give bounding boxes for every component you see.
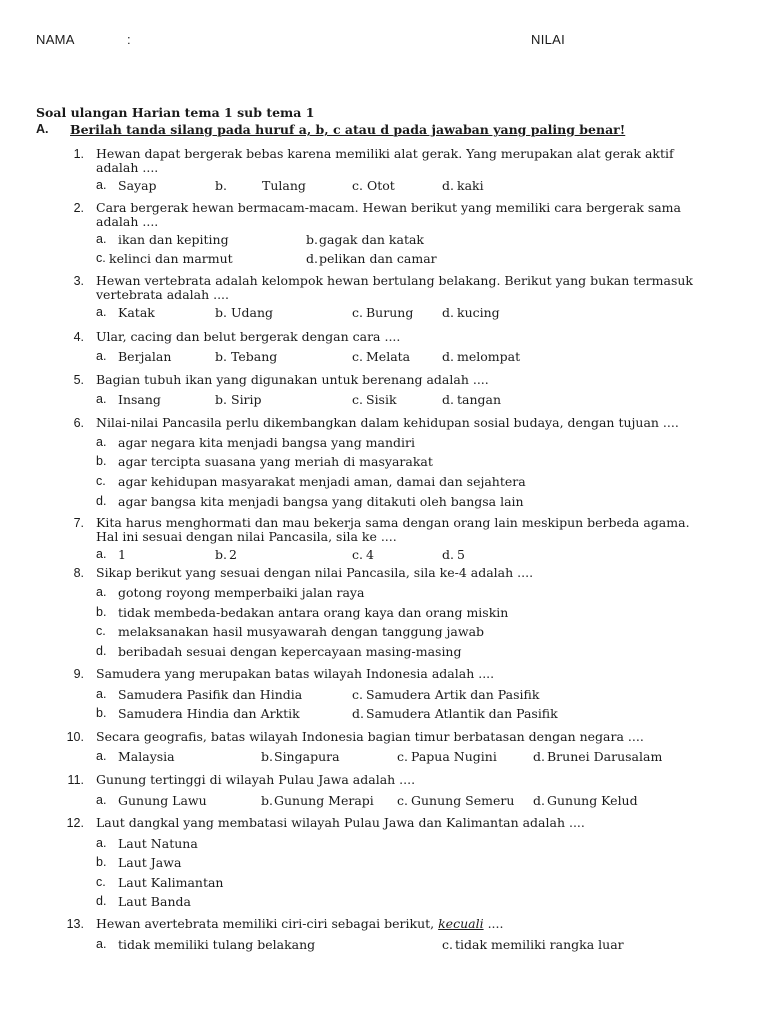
option-letter[interactable]: b. [96,706,107,720]
emphasis-kecuali: kecuali [438,916,484,931]
question-text: Nilai-nilai Pancasila perlu dikembangkan dalam kehidupan sosial budaya, dengan tujuan .... [96,415,679,430]
option-letter[interactable]: c. [397,749,408,764]
option-text[interactable]: Sirip [231,392,262,407]
question-text: Ular, cacing dan belut bergerak dengan cara .... [96,329,401,344]
option-letter[interactable]: a. [96,349,107,363]
option-letter[interactable]: d. [442,547,454,562]
option-text[interactable]: Samudera Hindia dan Arktik [118,706,300,721]
question-text: vertebrata adalah .... [96,287,230,302]
option-letter[interactable]: a. [96,749,107,763]
option-text[interactable]: tangan [457,392,502,407]
question-text: Hal ini sesuai dengan nilai Pancasila, sila ke .... [96,529,397,544]
option-text[interactable]: 5 [457,547,465,562]
option-text[interactable]: Samudera Atlantik dan Pasifik [366,706,558,721]
option-letter[interactable]: a. [96,305,107,319]
option-text[interactable]: Laut Kalimantan [118,875,224,890]
question-text: adalah .... [96,214,159,229]
option-text[interactable]: tidak memiliki rangka luar [455,937,624,952]
option-text[interactable]: Katak [118,305,155,320]
option-letter[interactable]: d. [442,392,454,407]
option-letter[interactable]: b. [215,349,227,364]
option-text[interactable]: Berjalan [118,349,172,364]
option-letter[interactable]: d. [96,494,107,508]
option-text[interactable]: kaki [457,178,484,193]
question-number: 10. [66,730,84,744]
option-text[interactable]: tidak memiliki tulang belakang [118,937,316,952]
option-text[interactable]: gagak dan katak [319,232,425,247]
question-text: Bagian tubuh ikan yang digunakan untuk berenang adalah .... [96,372,489,387]
option-letter[interactable]: b. [215,392,227,407]
question-text: adalah .... [96,160,159,175]
option-letter[interactable]: d. [442,178,454,193]
question-text: Hewan avertebrata memiliki ciri-ciri sebagai berikut, kecuali .... [96,916,504,931]
option-letter[interactable]: c. [352,305,363,320]
option-letter[interactable]: a. [96,937,107,951]
option-letter[interactable]: c. [352,547,363,562]
option-text[interactable]: Sisik [366,392,397,407]
question-number: 6. [73,416,84,430]
nama-label: NAMA [36,32,75,47]
option-text[interactable]: Laut Banda [118,894,191,909]
option-letter[interactable]: b. [96,855,107,869]
question-text: Gunung tertinggi di wilayah Pulau Jawa adalah .... [96,772,416,787]
option-text[interactable]: gotong royong memperbaiki jalan raya [118,585,365,600]
option-text[interactable]: Gunung Lawu [118,793,207,808]
option-text[interactable]: ikan dan kepiting [118,232,229,247]
question-text: Cara bergerak hewan bermacam-macam. Hewan berikut yang memiliki cara bergerak sama [96,200,681,215]
option-letter[interactable]: c. [397,793,408,808]
option-text[interactable]: kucing [457,305,500,320]
question-text: Laut dangkal yang membatasi wilayah Pulau Jawa dan Kalimantan adalah .... [96,815,585,830]
option-letter[interactable]: b. [215,178,227,193]
option-text[interactable]: Gunung Kelud [547,793,638,808]
question-number: 1. [73,147,84,161]
option-letter[interactable]: a. [96,585,107,599]
option-text[interactable]: melaksanakan hasil musyawarah dengan tanggung jawab [118,624,485,639]
option-letter[interactable]: a. [96,687,107,701]
question-text: Hewan dapat bergerak bebas karena memiliki alat gerak. Yang merupakan alat gerak aktif [96,146,674,161]
nama-colon: : [127,32,131,47]
option-letter[interactable]: c. [96,624,106,638]
section-instruction: Berilah tanda silang pada huruf a, b, c atau d pada jawaban yang paling benar! [70,122,626,137]
question-number: 4. [73,330,84,344]
option-text[interactable]: agar bangsa kita menjadi bangsa yang ditakuti oleh bangsa lain [118,494,524,509]
option-letter[interactable]: c. [352,349,363,364]
option-letter[interactable]: d. [96,644,107,658]
option-text[interactable]: Samudera Artik dan Pasifik [366,687,540,702]
option-text[interactable]: Otot [367,178,395,193]
option-letter[interactable]: d. [306,251,318,266]
option-letter[interactable]: a. [96,178,107,192]
option-text[interactable]: Laut Jawa [118,855,182,870]
option-text[interactable]: melompat [457,349,521,364]
option-text[interactable]: Brunei Darusalam [547,749,663,764]
option-text[interactable]: tidak membeda-bedakan antara orang kaya dan orang miskin [118,605,509,620]
option-letter[interactable]: c. [352,178,363,193]
option-letter[interactable]: d. [442,349,454,364]
question-text: Sikap berikut yang sesuai dengan nilai Pancasila, sila ke-4 adalah .... [96,565,534,580]
option-text[interactable]: Singapura [274,749,340,764]
question-number: 5. [73,373,84,387]
option-text[interactable]: pelikan dan camar [319,251,437,266]
option-text[interactable]: 2 [229,547,237,562]
question-number: 11. [67,773,84,787]
question-number: 8. [73,566,84,580]
option-letter[interactable]: b. [261,749,273,764]
option-text[interactable]: agar kehidupan masyarakat menjadi aman, damai dan sejahtera [118,474,526,489]
option-letter[interactable]: c. [96,474,106,488]
option-letter[interactable]: d. [352,706,364,721]
option-text[interactable]: Gunung Semeru [411,793,515,808]
option-letter[interactable]: c. [442,937,453,952]
option-letter[interactable]: d. [442,305,454,320]
question-number: 9. [73,667,84,681]
question-number: 7. [73,516,84,530]
option-letter[interactable]: c. [96,251,106,265]
option-letter[interactable]: a. [96,547,107,561]
section-letter: A. [36,122,49,136]
question-text: Kita harus menghormati dan mau bekerja sama dengan orang lain meskipun berbeda agama. [96,515,690,530]
option-letter[interactable]: a. [96,232,107,246]
question-text: Hewan vertebrata adalah kelompok hewan bertulang belakang. Berikut yang bukan termasuk [96,273,693,288]
option-text[interactable]: Malaysia [118,749,175,764]
option-letter[interactable]: c. [96,875,106,889]
option-letter[interactable]: c. [352,392,363,407]
option-text[interactable]: Udang [231,305,274,320]
option-letter[interactable]: b. [261,793,273,808]
option-text[interactable]: 4 [366,547,374,562]
option-text[interactable]: Laut Natuna [118,836,198,851]
option-letter[interactable]: d. [96,894,107,908]
option-letter[interactable]: c. [352,687,363,702]
nilai-label: NILAI [531,32,566,47]
question-text: Samudera yang merupakan batas wilayah Indonesia adalah .... [96,666,495,681]
question-text: Secara geografis, batas wilayah Indonesia bagian timur berbatasan dengan negara .... [96,729,644,744]
option-letter[interactable]: a. [96,793,107,807]
option-text[interactable]: Sayap [118,178,157,193]
option-letter[interactable]: a. [96,836,107,850]
option-letter[interactable]: a. [96,392,107,406]
option-text[interactable]: kelinci dan marmut [109,251,233,266]
option-text[interactable]: Insang [118,392,161,407]
page-title: Soal ulangan Harian tema 1 sub tema 1 [36,105,315,120]
option-text[interactable]: Melata [366,349,411,364]
question-number: 12. [66,816,84,830]
question-number: 3. [73,274,84,288]
option-text[interactable]: Burung [366,305,414,320]
option-text[interactable]: beribadah sesuai dengan kepercayaan masing-masing [118,644,462,659]
option-letter[interactable]: b. [215,305,227,320]
option-letter[interactable]: d. [533,793,545,808]
option-text[interactable]: Papua Nugini [411,749,497,764]
option-letter[interactable]: b. [96,454,107,468]
option-text[interactable]: Samudera Pasifik dan Hindia [118,687,303,702]
question-number: 2. [73,201,84,215]
option-letter[interactable]: b. [215,547,227,562]
option-text[interactable]: 1 [118,547,126,562]
option-letter[interactable]: d. [533,749,545,764]
option-text[interactable]: Tebang [231,349,278,364]
option-text[interactable]: Gunung Merapi [274,793,374,808]
question-number: 13. [66,917,84,931]
option-letter[interactable]: a. [96,435,107,449]
option-text[interactable]: agar negara kita menjadi bangsa yang mandiri [118,435,415,450]
option-letter[interactable]: b. [96,605,107,619]
option-letter[interactable]: b. [306,232,318,247]
option-text[interactable]: agar tercipta suasana yang meriah di masyarakat [118,454,433,469]
option-text[interactable]: Tulang [262,178,306,193]
